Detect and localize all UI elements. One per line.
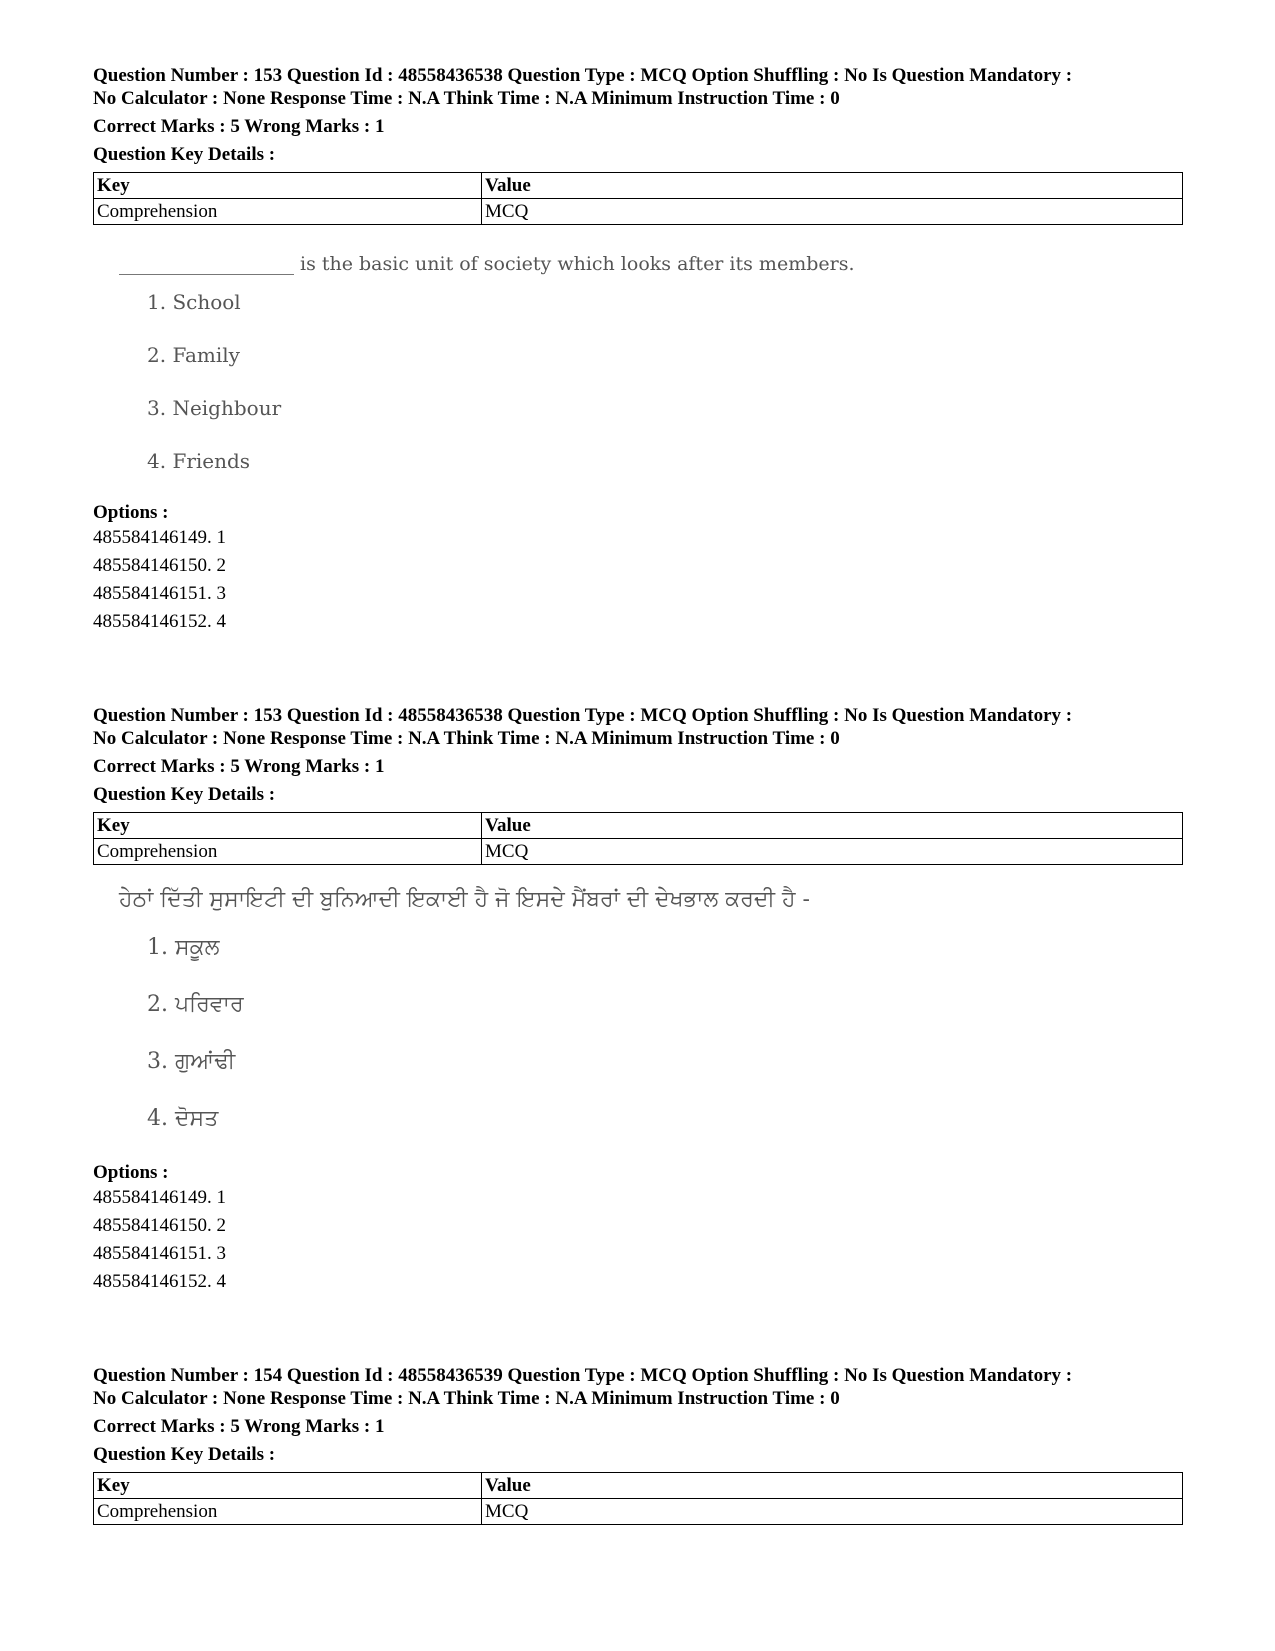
options-label: Options : xyxy=(93,1162,169,1183)
option-id-4: 485584146152. 4 xyxy=(93,611,226,632)
option-id-3: 485584146151. 3 xyxy=(93,583,226,604)
question-option-4: 4. Friends xyxy=(147,448,251,473)
question-meta-line-2: No Calculator : None Response Time : N.A Think Time : N.A Minimum Instruction Time : 0 xyxy=(93,88,840,109)
table-header-value: Value xyxy=(482,813,1183,839)
table-header-value: Value xyxy=(482,1473,1183,1499)
question-meta-line-2: No Calculator : None Response Time : N.A Think Time : N.A Minimum Instruction Time : 0 xyxy=(93,1388,840,1409)
key-details-label: Question Key Details : xyxy=(93,1444,276,1465)
question-text xyxy=(93,243,1183,275)
question-block-153-en xyxy=(93,64,1183,636)
table-cell-key: Comprehension xyxy=(94,839,482,865)
table-cell-key: Comprehension xyxy=(94,199,482,225)
table-cell-value: MCQ xyxy=(482,199,1183,225)
option-id-2: 485584146150. 2 xyxy=(93,555,226,576)
key-details-table xyxy=(93,812,1183,865)
question-marks: Correct Marks : 5 Wrong Marks : 1 xyxy=(93,756,385,777)
table-header-value: Value xyxy=(482,173,1183,199)
question-meta-line-1: Question Number : 153 Question Id : 48558436538 Question Type : MCQ Option Shuffling : No Is Question Mandatory : xyxy=(93,705,1073,726)
question-marks: Correct Marks : 5 Wrong Marks : 1 xyxy=(93,116,385,137)
option-id-1: 485584146149. 1 xyxy=(93,527,226,548)
key-details-label: Question Key Details : xyxy=(93,784,276,805)
table-row xyxy=(94,199,1183,225)
table-cell-key: Comprehension xyxy=(94,1499,482,1525)
table-row xyxy=(94,1499,1183,1525)
question-option-3: 3. Neighbour xyxy=(147,395,282,420)
question-meta-line-2: No Calculator : None Response Time : N.A Think Time : N.A Minimum Instruction Time : 0 xyxy=(93,728,840,749)
key-details-label: Question Key Details : xyxy=(93,144,276,165)
table-header-key: Key xyxy=(94,173,482,199)
table-cell-value: MCQ xyxy=(482,839,1183,865)
question-text: ਹੇਠਾਂ ਦਿੱਤੀ ਸੁਸਾਇਟੀ ਦੀ ਬੁਨਿਆਦੀ ਇਕਾਈ ਹੈ ਜੋ ਇਸਦੇ ਮੈਂਬਰਾਂ ਦੀ ਦੇਖਭਾਲ ਕਰਦੀ ਹੈ - xyxy=(119,886,810,912)
option-id-1: 485584146149. 1 xyxy=(93,1187,226,1208)
table-header-key: Key xyxy=(94,813,482,839)
question-image xyxy=(93,243,1183,487)
question-marks: Correct Marks : 5 Wrong Marks : 1 xyxy=(93,1416,385,1437)
question-option-4: 4. ਦੋਸਤ xyxy=(147,1106,219,1131)
option-id-3: 485584146151. 3 xyxy=(93,1243,226,1264)
table-row xyxy=(94,839,1183,865)
blank-line xyxy=(119,256,294,275)
options-label: Options : xyxy=(93,502,169,523)
option-id-2: 485584146150. 2 xyxy=(93,1215,226,1236)
question-block-154 xyxy=(93,1364,1183,1525)
question-option-3: 3. ਗੁਆਂਢੀ xyxy=(147,1049,236,1074)
table-cell-value: MCQ xyxy=(482,1499,1183,1525)
table-header-row xyxy=(94,173,1183,199)
option-id-4: 485584146152. 4 xyxy=(93,1271,226,1292)
question-text-label: is the basic unit of society which looks after its members. xyxy=(300,253,855,275)
question-meta-line-1: Question Number : 153 Question Id : 48558436538 Question Type : MCQ Option Shuffling : No Is Question Mandatory : xyxy=(93,65,1073,86)
question-option-1: 1. ਸਕੂਲ xyxy=(147,935,220,960)
question-image xyxy=(93,879,1183,1147)
table-header-key: Key xyxy=(94,1473,482,1499)
table-header-row xyxy=(94,813,1183,839)
question-option-1: 1. School xyxy=(147,289,241,314)
question-option-2: 2. ਪਰਿਵਾਰ xyxy=(147,992,244,1017)
question-block-153-pa xyxy=(93,704,1183,1296)
key-details-table xyxy=(93,1472,1183,1525)
key-details-table xyxy=(93,172,1183,225)
question-option-2: 2. Family xyxy=(147,342,240,367)
question-meta-line-1: Question Number : 154 Question Id : 48558436539 Question Type : MCQ Option Shuffling : No Is Question Mandatory : xyxy=(93,1365,1073,1386)
table-header-row xyxy=(94,1473,1183,1499)
